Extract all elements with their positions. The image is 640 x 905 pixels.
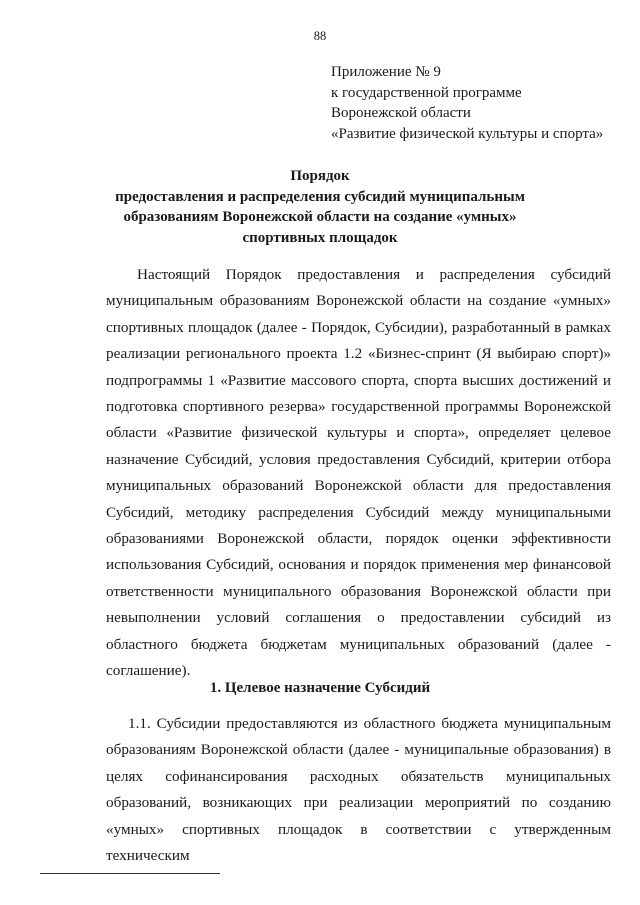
section-1 (106, 711, 611, 869)
footnote-divider (40, 873, 220, 874)
title-line: предоставления и распределения субсидий муниципальным (115, 188, 525, 205)
document-title (100, 166, 540, 248)
title-line: образованиям Воронежской области на создание «умных» (123, 209, 517, 225)
intro-paragraph: Настоящий Порядок предоставления и распределения субсидий муниципальным образованиям Воронежской области на создание «умных» спортивных площадок (далее - Порядок, Субсидии), разработанный в рамках реализации регионального проекта 1.2 «Бизнес-спринт (Я выбираю спорт)» подпрограммы 1 «Развитие массового спорта, спорта высших достижений и подготовка спортивного резерва» государственной программы Воронежской области «Развитие физической культуры и спорта», определяет целевое назначение Субсидий, условия предоставления Субсидий, критерии отбора муниципальных образований Воронежской области для предоставления Субсидий, методику распределения Субсидий между муниципальными образованиями Воронежской области, порядок оценки эффективности использования Субсидий, основания и порядок применения мер финансовой ответственности муниципального образования Воронежской области при невыполнении условий соглашения о предоставлении субсидий из областного бюджета бюджетам муниципальных образований (далее - соглашение). (106, 266, 611, 680)
intro-section (106, 262, 611, 685)
page-number: 88 (313, 29, 327, 43)
appendix-line: «Развитие физической культуры и спорта» (331, 125, 604, 142)
section-1-paragraph: 1.1. Субсидии предоставляются из областного бюджета муниципальным образованиям Воронежской области (далее - муниципальные образования) в целях софинансирования расходных обязательств муниципальных образований, возникающих при реализации мероприятий по созданию «умных» спортивных площадок в соответствии с утвержденным техническим (106, 715, 611, 865)
appendix-line: Приложение № 9 (331, 64, 441, 80)
appendix-line: к государственной программе (331, 84, 522, 101)
appendix-header (331, 62, 603, 144)
title-line: Порядок (290, 168, 350, 184)
title-line: спортивных площадок (242, 229, 398, 246)
section-title: 1. Целевое назначение Субсидий (209, 680, 431, 696)
appendix-line: Воронежской области (331, 105, 471, 121)
